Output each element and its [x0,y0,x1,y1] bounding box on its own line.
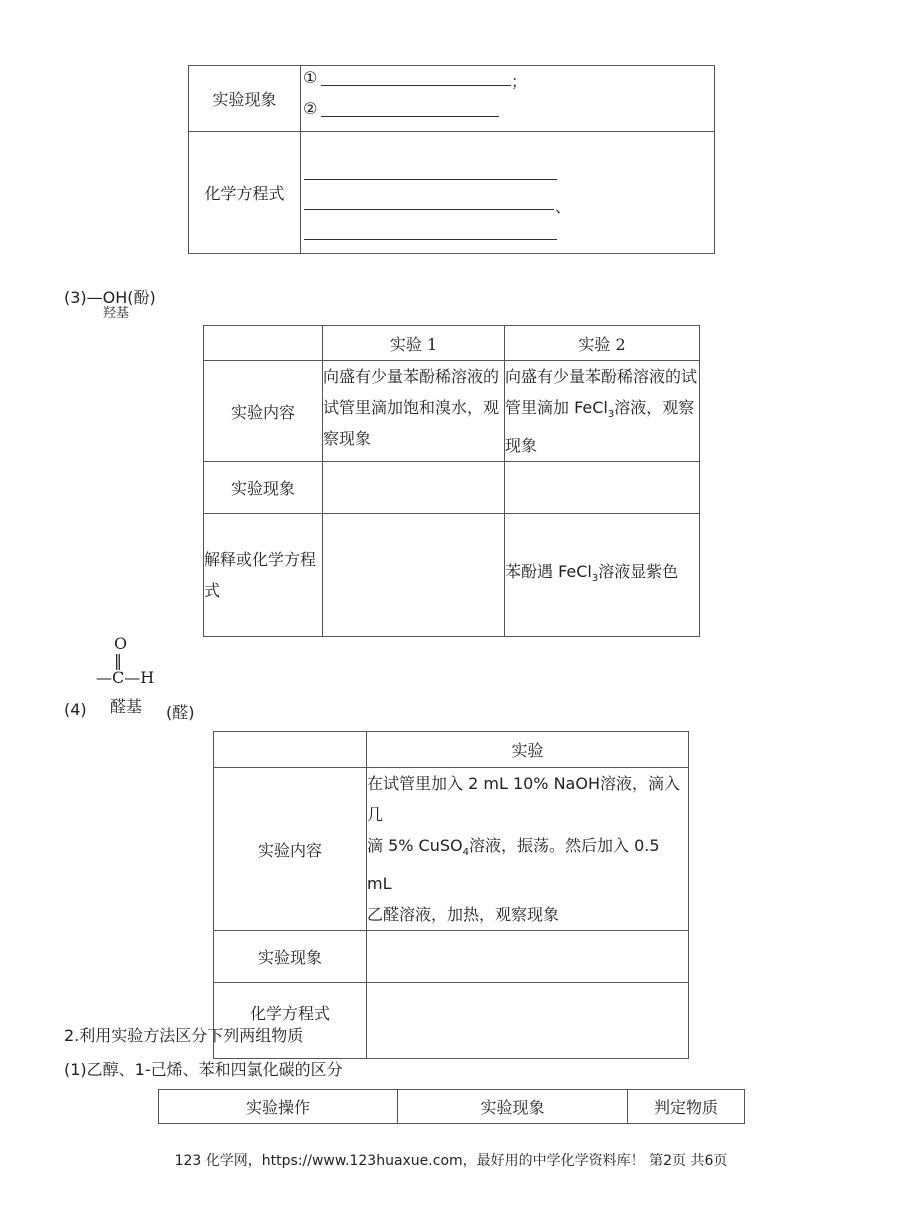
exp2-phenomenon[interactable] [505,462,700,514]
blank-line-1[interactable] [321,85,511,86]
exp2-content: 向盛有少量苯酚稀溶液的试管里滴加 FeCl$_3$溶液，观察现象 [505,361,700,462]
exp1-explanation[interactable] [323,514,505,637]
label-phenomenon: 实验现象 [214,931,367,983]
exp-equation[interactable] [367,983,689,1059]
header-phenomenon: 实验现象 [398,1090,628,1124]
blank-line-4[interactable] [304,209,554,210]
header-empty [214,732,367,768]
table-aldehyde [213,731,689,1059]
header-substance: 判定物质 [628,1090,745,1124]
label-equation: 化学方程式 [189,132,301,254]
blank-line-5[interactable] [304,239,557,240]
structure-oxygen: O [114,634,128,653]
label-explanation: 解释或化学方程式 [204,514,323,637]
phenomenon-answer-cell [301,66,715,132]
structure-double-bond: ‖ [114,651,122,670]
header-exp: 实验 [367,732,689,768]
section4-suffix: (醛) [166,703,195,722]
table-top [188,65,715,254]
label-content: 实验内容 [214,768,367,931]
exp1-content: 向盛有少量苯酚稀溶液的试管里滴加饱和溴水，观察现象 [323,361,505,462]
table-distinguish [158,1089,745,1124]
blank-line-2[interactable] [321,116,499,117]
label-equation: 化学方程式 [214,983,367,1059]
section3-prefix: (3) [64,288,87,307]
separator-mark: 、 [555,197,572,216]
equation-answer-cell [301,132,715,254]
exp2-explanation: 苯酚遇 FeCl$_3$溶液显紫色 [505,514,700,637]
table-phenol [203,325,700,637]
label-phenomenon: 实验现象 [204,462,323,514]
semicolon: ； [511,72,528,91]
exp-phenomenon[interactable] [367,931,689,983]
header-operation: 实验操作 [159,1090,398,1124]
section3-group: —OH(酚) [86,288,156,307]
header-exp2: 实验 2 [505,326,700,361]
exp1-phenomenon[interactable] [323,462,505,514]
header-empty [204,326,323,361]
page-footer: 123 化学网，https://www.123huaxue.com，最好用的中学化学资料库！ 第2页 共6页 [174,1153,728,1169]
label-phenomenon: 实验现象 [189,66,301,132]
section2-sub1: (1)乙醇、1-己烯、苯和四氯化碳的区分 [64,1060,343,1079]
label-content: 实验内容 [204,361,323,462]
section4-group-name: 醛基 [110,697,143,716]
circle-2: ② [303,99,318,118]
section4-prefix: (4) [64,700,87,719]
blank-line-3[interactable] [304,179,557,180]
circle-1: ① [303,68,318,87]
header-exp1: 实验 1 [323,326,505,361]
section3-group-name: 羟基 [103,306,130,321]
exp-content: 在试管里加入 2 mL 10% NaOH溶液，滴入几 滴 5% CuSO$_4$溶液，振荡。然后加入 0.5 mL 乙醛溶液，加热，观察现象 [367,768,689,931]
structure-carbon: —C—H [96,668,155,687]
section2-heading: 2.利用实验方法区分下列两组物质 [64,1026,304,1045]
